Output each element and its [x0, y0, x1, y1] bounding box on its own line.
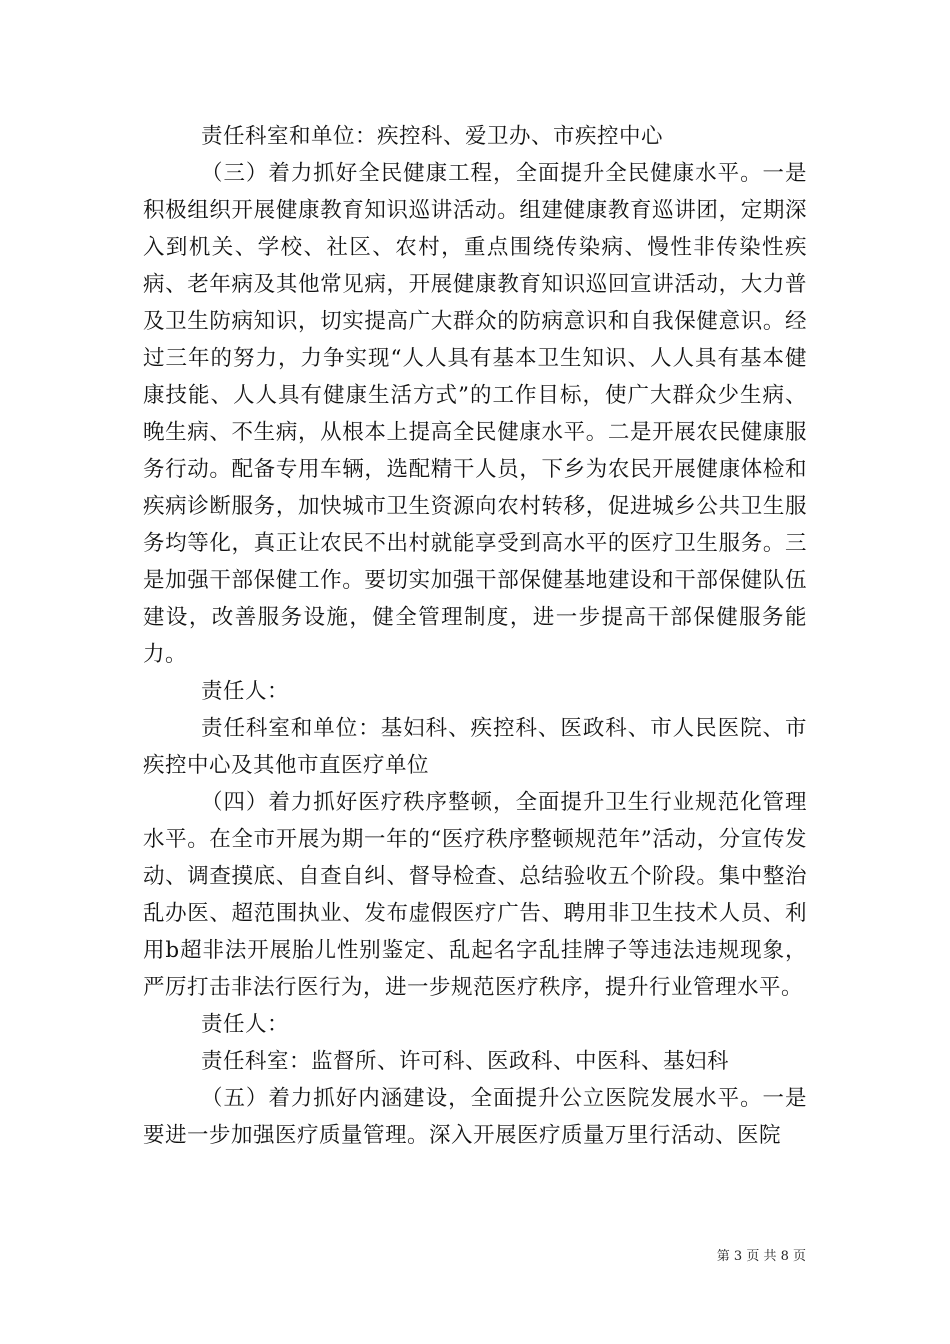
page-number: 第 3 页 共 8 页 — [716, 1249, 806, 1264]
paragraph-responsible-person-2: 责任人： — [201, 1012, 290, 1037]
document-body — [143, 118, 807, 1154]
paragraph-section-5: （五）着力抓好内涵建设，全面提升公立医院发展水平。一是要进一步加强医疗质量管理。深入开展医疗质量万里行活动、医院 — [143, 1086, 807, 1148]
paragraph-responsible-units-3: 责任科室：监督所、许可科、医政科、中医科、基妇科 — [201, 1049, 730, 1074]
paragraph-section-4: （四）着力抓好医疗秩序整顿，全面提升卫生行业规范化管理水平。在全市开展为期一年的“医疗秩序整顿规范年”活动，分宣传发动、调查摸底、自查自纠、督导检查、总结验收五个阶段。集中整治乱办医、超范围执业、发布虚假医疗广告、聘用非卫生技术人员、利用b超非法开展胎儿性别鉴定、乱起名字乱挂牌子等违法违规现象，严厉打击非法行医行为，进一步规范医疗秩序，提升行业管理水平。 — [143, 790, 807, 1000]
paragraph-responsible-units-2: 责任科室和单位：基妇科、疾控科、医政科、市人民医院、市疾控中心及其他市直医疗单位 — [143, 716, 807, 778]
paragraph-responsible-person-1: 责任人： — [201, 679, 290, 704]
paragraph-section-3: （三）着力抓好全民健康工程，全面提升全民健康水平。一是积极组织开展健康教育知识巡讲活动。组建健康教育巡讲团，定期深入到机关、学校、社区、农村，重点围绕传染病、慢性非传染性疾病、老年病及其他常见病，开展健康教育知识巡回宣讲活动，大力普及卫生防病知识，切实提高广大群众的防病意识和自我保健意识。经过三年的努力，力争实现“人人具有基本卫生知识、人人具有基本健康技能、人人具有健康生活方式”的工作目标，使广大群众少生病、晚生病、不生病，从根本上提高全民健康水平。二是开展农民健康服务行动。配备专用车辆，选配精干人员，下乡为农民开展健康体检和疾病诊断服务，加快城市卫生资源向农村转移，促进城乡公共卫生服务均等化，真正让农民不出村就能享受到高水平的医疗卫生服务。三是加强干部保健工作。要切实加强干部保健基地建设和干部保健队伍建设，改善服务设施，健全管理制度，进一步提高干部保健服务能力。 — [143, 161, 807, 667]
paragraph-responsible-units-1: 责任科室和单位：疾控科、爱卫办、市疾控中心 — [201, 124, 664, 149]
